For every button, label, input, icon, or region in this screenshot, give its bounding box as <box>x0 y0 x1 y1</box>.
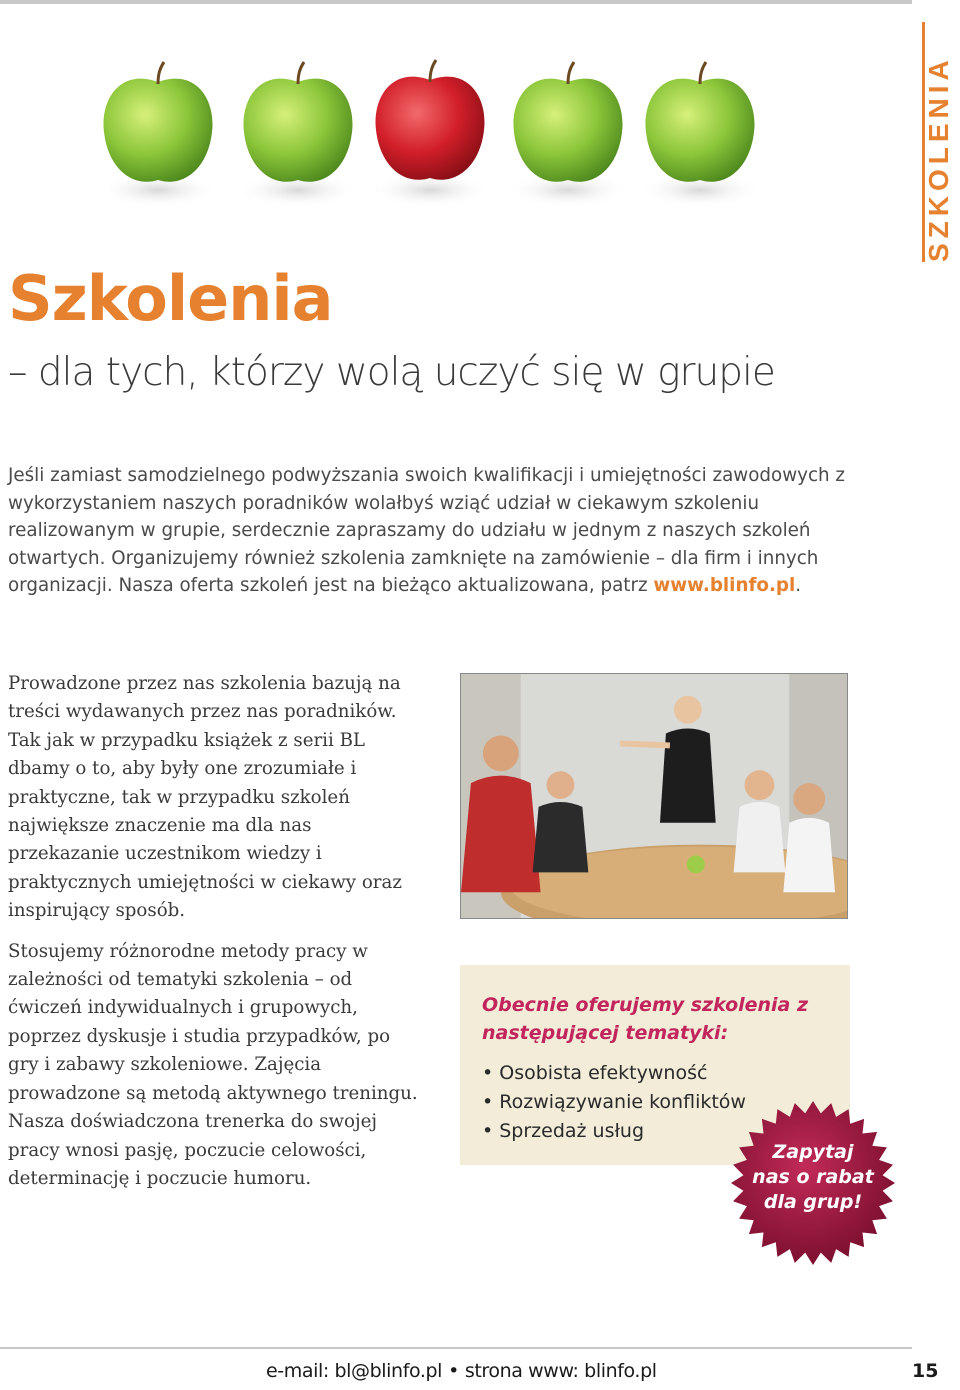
offer-list <box>482 1059 746 1146</box>
body-column <box>8 670 420 1205</box>
seal-line-2: nas o rabat <box>752 1166 874 1188</box>
intro-paragraph <box>8 462 848 600</box>
page-title: Szkolenia <box>8 262 333 335</box>
list-item: • Rozwiązywanie konfliktów <box>482 1088 746 1117</box>
top-rule <box>0 0 912 4</box>
section-tab-label: SZKOLENIA <box>923 55 954 262</box>
intro-text: Jeśli zamiast samodzielnego podwyższania swoich kwalifikacji i umiejętności zawodowych z wykorzystaniem naszych poradników wolałbyś wziąć udział w ciekawym szkoleniu realizowanym w grupie, serdecznie zapraszamy do udziału w jednym z naszych szkoleń otwartych. Organizujemy również szkolenia zamknięte na zamówienie – dla firm i innych organizacji. Nasza oferta szkoleń jest na bieżąco aktualizowana, patrz <box>8 465 846 596</box>
footer-contact <box>266 1360 657 1382</box>
section-tab <box>922 22 956 262</box>
list-item: • Sprzedaż usług <box>482 1117 746 1146</box>
page-subtitle: – dla tych, którzy wolą uczyć się w grupie <box>8 350 775 395</box>
apples-illustration <box>100 40 760 240</box>
training-photo <box>460 673 848 919</box>
seal-text <box>728 1140 898 1215</box>
apple-5 <box>638 62 760 208</box>
footer-website[interactable]: strona www: blinfo.pl <box>464 1360 657 1382</box>
body-paragraph-2: Stosujemy różnorodne metody pracy w zależności od tematyki szkolenia – od ćwiczeń indywidualnych i grupowych, poprzez dyskusje i studia przypadków, po gry i zabawy szkoleniowe. Zajęcia prowadzone są metodą aktywnego treningu. Nasza doświadczona trenerka do swojej pracy wnosi pasję, poczucie celowości, determinację i poczucie humoru. <box>8 940 418 1189</box>
page-number: 15 <box>912 1360 939 1382</box>
apple-1 <box>100 62 220 208</box>
footer-separator: • <box>448 1360 459 1382</box>
apple-red <box>368 60 492 208</box>
seal-line-1: Zapytaj <box>772 1141 854 1163</box>
offer-heading: Obecnie oferujemy szkolenia z następującej tematyki: <box>482 994 809 1044</box>
intro-end: . <box>795 575 802 596</box>
apple-4 <box>506 62 630 208</box>
seal-line-3: dla grup! <box>763 1191 863 1213</box>
body-paragraph-1: Prowadzone przez nas szkolenia bazują na treści wydawanych przez nas poradników. Tak jak w przypadku książek z serii BL dbamy o to, aby były one zrozumiałe i praktyczne, tak w przypadku szkoleń największe znaczenie ma dla nas przekazanie uczestnikom wiedzy i praktycznych umiejętności w ciekawy oraz inspirujący sposób. <box>8 673 402 922</box>
footer-email[interactable]: e-mail: bl@blinfo.pl <box>266 1360 443 1382</box>
list-item: • Osobista efektywność <box>482 1059 746 1088</box>
footer-rule <box>0 1347 912 1349</box>
apple-2 <box>236 62 360 208</box>
website-link[interactable]: www.blinfo.pl <box>653 575 796 596</box>
